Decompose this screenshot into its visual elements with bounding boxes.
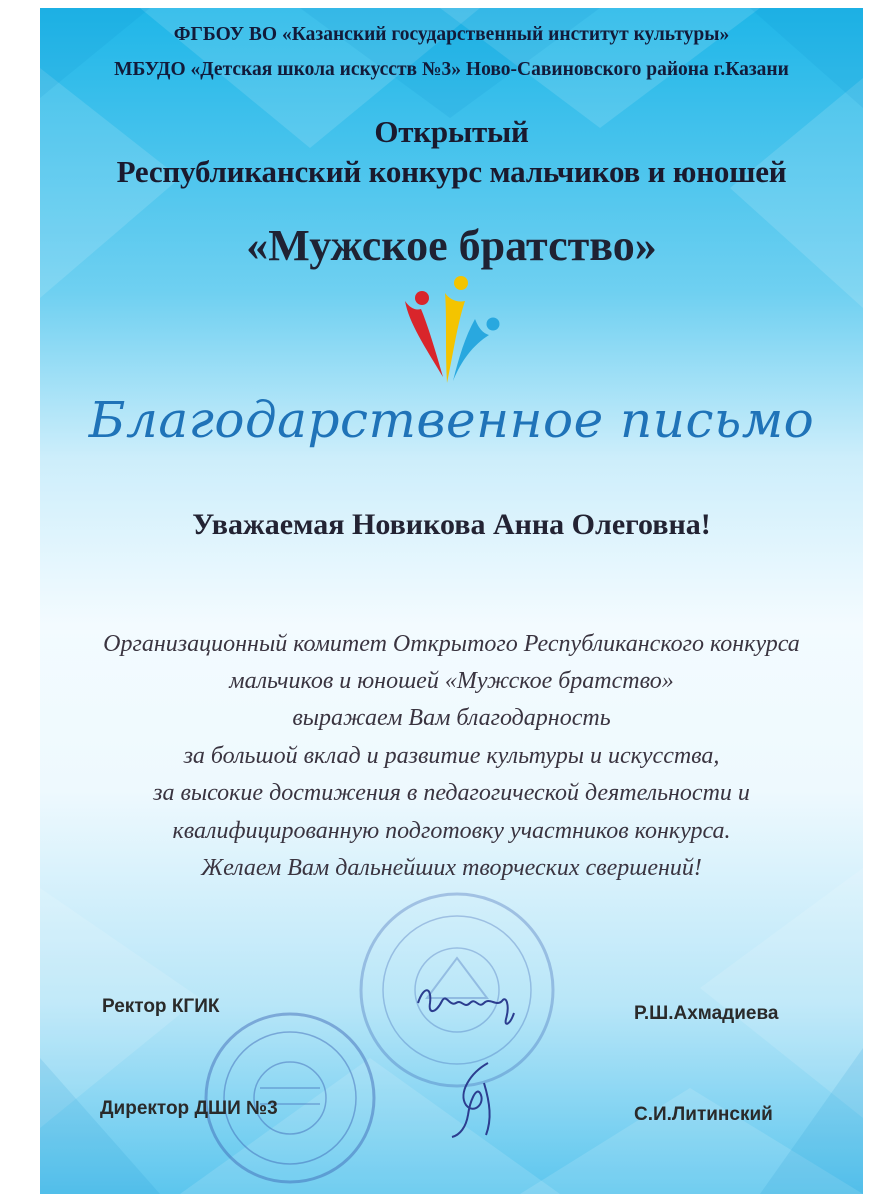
- contest-name: «Мужское братство»: [246, 221, 657, 270]
- body-line: за большой вклад и развитие культуры и искусства,: [183, 743, 720, 769]
- director-signature-icon: [440, 1053, 510, 1143]
- organization-line-1: ФГБОУ ВО «Казанский государственный институт культуры»: [173, 24, 730, 45]
- three-figures-logo-icon: [395, 273, 505, 388]
- letter-type-title: Благодарственное письмо: [88, 391, 815, 449]
- rector-name: Р.Ш.Ахмадиева: [634, 1003, 779, 1024]
- director-name: С.И.Литинский: [634, 1104, 773, 1125]
- body-line: выражаем Вам благодарность: [292, 705, 611, 731]
- body-line: квалифицированную подготовку участников конкурса.: [172, 818, 731, 844]
- body-line: за высокие достижения в педагогической деятельности и: [153, 780, 750, 806]
- rector-signature-icon: [410, 973, 530, 1033]
- body-line: мальчиков и юношей «Мужское братство»: [229, 668, 674, 694]
- organization-line-2: МБУДО «Детская школа искусств №3» Ново-Савиновского района г.Казани: [114, 59, 789, 80]
- recipient-greeting: Уважаемая Новикова Анна Олеговна!: [192, 508, 711, 541]
- title-line-1: Открытый: [374, 114, 529, 149]
- body-line: Организационный комитет Открытого Республиканского конкурса: [103, 631, 800, 657]
- director-title: Директор ДШИ №3: [100, 1098, 278, 1119]
- title-line-2: Республиканский конкурс мальчиков и юношей: [116, 154, 787, 189]
- certificate-page: [40, 8, 863, 1194]
- body-line: Желаем Вам дальнейших творческих свершений!: [201, 855, 702, 881]
- rector-title: Ректор КГИК: [102, 996, 220, 1017]
